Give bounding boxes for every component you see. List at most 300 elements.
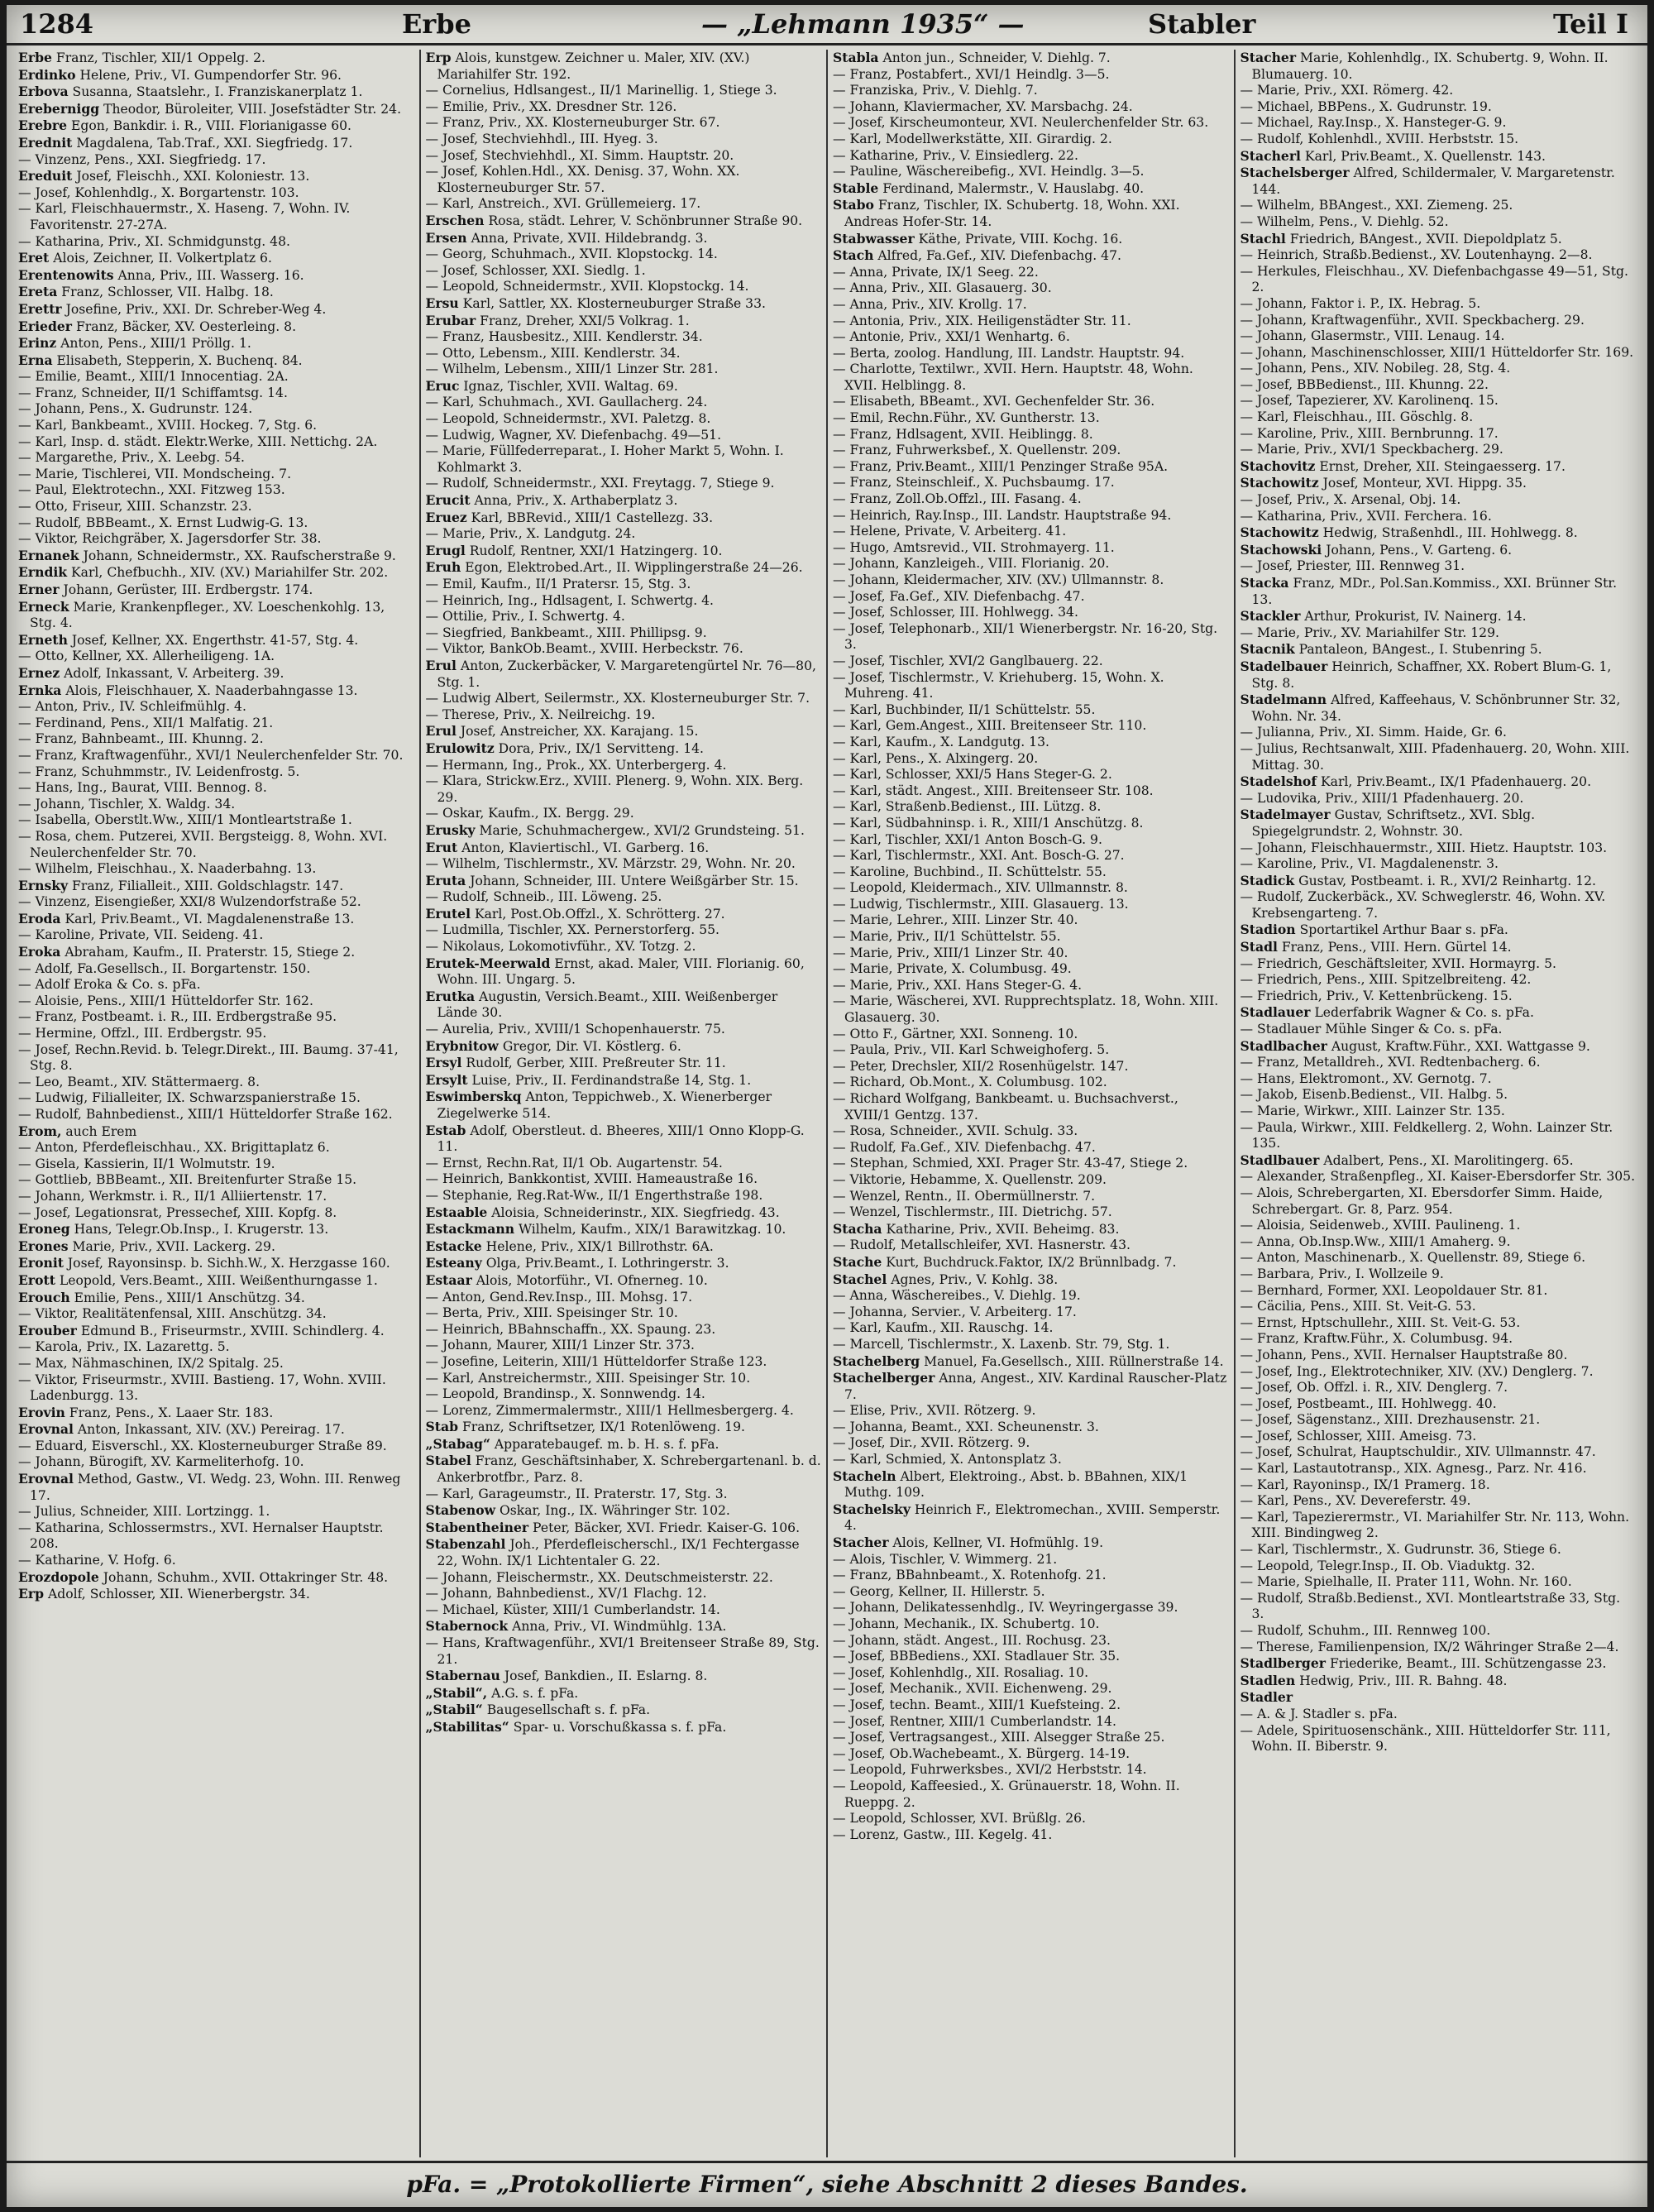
directory-entry: — Hans, Ing., Baurat, VIII. Bennog. 8. [18,780,267,796]
directory-entry: Erp Alois, kunstgew. Zeichner u. Maler, XIV. (XV.) Mariahilfer Str. 192. [425,50,750,82]
directory-entry: — Karoline, Priv., XIII. Bernbrunng. 17. [1240,425,1499,441]
directory-entry: — Josef, Tischlermstr., V. Kriehuberg. 15, Wohn. X. Muhreng. 41. [833,669,1164,701]
directory-entry: — Josef, Kirscheumonteur, XVI. Neulerchenfelder Str. 63. [833,115,1209,131]
directory-entry: Stachowski Johann, Pens., V. Garteng. 6. [1240,541,1513,558]
directory-entry: — Charlotte, Textilwr., XVII. Hern. Hauptstr. 48, Wohn. XVII. Helblingg. 8. [833,361,1193,393]
directory-entry: — Karl, Tischlermstr., X. Gudrunstr. 36, Stiege 6. [1240,1542,1561,1558]
directory-entry: — Anton, Gend.Rev.Insp., III. Mohsg. 17. [425,1289,693,1305]
directory-entry: — Anna, Priv., XII. Glasauerg. 30. [833,280,1052,296]
directory-entry: — Wilhelm, Fleischhau., X. Naaderbahng. 13. [18,861,317,877]
directory-entry: — Leopold, Telegr.Insp., II. Ob. Viaduktg. 32. [1240,1558,1536,1573]
column-1 [13,50,421,2157]
directory-entry: Stachowitz Hedwig, Straßenhdl., III. Hohlwegg. 8. [1240,524,1578,541]
directory-entry: Ersen Anna, Private, XVII. Hildebrandg. 3. [425,229,708,246]
directory-entry: Eronit Josef, Rayonsinsp. b. Sichh.W., X. Herzgasse 160. [18,1255,390,1271]
page-header [7,5,1647,45]
directory-entry: — Karl, Bankbeamt., XVIII. Hockeg. 7, Stg. 6. [18,418,318,433]
directory-entry: — Josef, Stechviehhdl., III. Hyeg. 3. [425,131,658,146]
directory-entry: — Johann, Bürogift, XV. Karmeliterhofg. 10. [18,1454,304,1470]
directory-entry: — Wilhelm, Lebensm., XIII/1 Linzer Str. 281. [425,361,719,377]
column-2 [421,50,829,2157]
directory-entry: — Ernst, Rechn.Rat, II/1 Ob. Augartenstr. 54. [425,1155,723,1171]
directory-entry: Erom, auch Erem [18,1123,137,1139]
directory-entry: Erut Anton, Klaviertischl., VI. Garberg. 16. [425,839,710,855]
directory-entry: — Johanna, Servier., V. Arbeiterg. 17. [833,1304,1077,1319]
directory-entry: — Margarethe, Priv., X. Leebg. 54. [18,450,245,466]
directory-entry: — Johann, Kleidermacher, XIV. (XV.) Ullmannstr. 8. [833,572,1164,587]
directory-entry: Erybnitow Gregor, Dir. VI. Köstlerg. 6. [425,1037,681,1054]
directory-entry: — Elise, Priv., XVII. Rötzerg. 9. [833,1403,1036,1419]
directory-entry: — Aurelia, Priv., XVIII/1 Schopenhauerstr. 75. [425,1022,725,1037]
directory-entry: — Josef, Priester, III. Rennweg 31. [1240,558,1465,574]
directory-entry: — Otto, Kellner, XX. Allerheiligeng. 1A. [18,649,275,664]
directory-entry: — Franz, Steinschleif., X. Puchsbaumg. 17. [833,475,1115,491]
directory-entry: — Franz, Schuhmmstr., IV. Leidenfrostg. 5. [18,764,300,779]
directory-entry: Eruta Johann, Schneider, III. Untere Weißgärber Str. 15. [425,872,799,888]
directory-entry: Stachovitz Ernst, Dreher, XII. Steingaesserg. 17. [1240,457,1566,474]
directory-entry: — Marie, Lehrer., XIII. Linzer Str. 40. [833,912,1078,928]
directory-entry: — Johann, Mechanik., IX. Schubertg. 10. [833,1616,1100,1631]
directory-entry: — Alois, Tischler, V. Wimmerg. 21. [833,1551,1058,1567]
directory-entry: Stabwasser Käthe, Private, VIII. Kochg. 16. [833,230,1123,247]
directory-entry: — Josef, techn. Beamt., XIII/1 Kuefsteing. 2. [833,1697,1121,1712]
directory-entry: Erozdopole Johann, Schuhm., XVII. Ottakringer Str. 48. [18,1568,389,1585]
directory-entry: — Karl, Kaufm., XII. Rauschg. 14. [833,1320,1054,1336]
directory-entry: — Franziska, Priv., V. Diehlg. 7. [833,83,1038,98]
directory-entry: Stadelmann Alfred, Kaffeehaus, V. Schönbrunner Str. 32, Wohn. Nr. 34. [1240,692,1621,724]
directory-entry: — Julianna, Priv., XI. Simm. Haide, Gr. 6. [1240,725,1508,740]
directory-entry: — Rudolf, Kohlenhdl., XVIII. Herbststr. 15. [1240,131,1519,146]
directory-entry: Stadlbauer Adalbert, Pens., XI. Marolitingerg. 65. [1240,1151,1574,1168]
directory-entry: — Johann, Pens., X. Gudrunstr. 124. [18,401,253,417]
directory-entry: — Franz, Hdlsagent, XVII. Heiblingg. 8. [833,426,1093,442]
first-keyword: Erbe [402,8,471,40]
directory-entry: Erutek-Meerwald Ernst, akad. Maler, VIII. Florianig. 60, Wohn. III. Ungarg. 5. [425,955,805,988]
directory-entry: — Karl, Insp. d. städt. Elektr.Werke, XIII. Nettichg. 2A. [18,433,378,449]
directory-entry: Erusky Marie, Schuhmachergew., XVI/2 Grundsteing. 51. [425,821,805,838]
directory-entry: — Karl, Garageumstr., II. Praterstr. 17, Stg. 3. [425,1486,728,1501]
directory-entry: — Helene, Private, V. Arbeiterg. 41. [833,524,1067,539]
directory-entry: — Franz, Priv., XX. Klosterneuburger Str. 67. [425,115,720,131]
directory-entry: — Cäcilia, Pens., XIII. St. Veit-G. 53. [1240,1299,1476,1314]
directory-entry: Erebernigg Theodor, Büroleiter, VIII. Josefstädter Str. 24. [18,100,402,117]
directory-entry: Stadick Gustav, Postbeamt. i. R., XVI/2 Reinhartg. 12. [1240,872,1597,888]
directory-entry: — Bernhard, Former, XXI. Leopoldauer Str. 81. [1240,1282,1548,1298]
directory-entry: — Karoline, Private, VII. Seideng. 41. [18,927,264,943]
directory-entry: — Johann, Bahnbedienst., XV/1 Flachg. 12. [425,1586,707,1602]
directory-page [7,5,1647,2207]
directory-entry: — Franz, Kraftwagenführ., XVI/1 Neulerchenfelder Str. 70. [18,747,404,763]
directory-entry: — Wilhelm, Tischlermstr., XV. Märzstr. 29, Wohn. Nr. 20. [425,856,796,872]
directory-entry: — Karl, Tapezierermstr., VI. Mariahilfer Str. Nr. 113, Wohn. XIII. Bindingweg 2. [1240,1509,1630,1541]
last-keyword: Stabler [1148,8,1256,40]
directory-entry: — Karl, Buchbinder, II/1 Schüttelstr. 55. [833,701,1096,717]
directory-entry: — Therese, Familienpension, IX/2 Währinger Straße 2—4. [1240,1639,1619,1654]
directory-entry: — Marie, Priv., X. Landgutg. 24. [425,526,636,542]
directory-entry: — Marie, Wäscherei, XVI. Rupprechtsplatz. 18, Wohn. XIII. Glasauerg. 30. [833,993,1219,1026]
directory-entry: — Wenzel, Tischlermstr., III. Dietrichg. 57. [833,1204,1112,1220]
directory-entry: — Rudolf, Fa.Gef., XIV. Diefenbachg. 47. [833,1139,1096,1155]
directory-entry: — Emil, Kaufm., II/1 Pratersr. 15, Stg. 3. [425,577,691,591]
directory-entry: — Peter, Drechsler, XII/2 Rosenhügelstr. 147. [833,1058,1129,1074]
directory-entry: — Marie, Priv., XXI. Römerg. 42. [1240,83,1454,98]
directory-entry: — Karl, Kaufm., X. Landgutg. 13. [833,734,1049,749]
directory-entry: — Rosa, Schneider., XVII. Schulg. 33. [833,1123,1078,1139]
directory-entry: Erutel Karl, Post.Ob.Offzl., X. Schrötterg. 27. [425,905,725,922]
directory-entry: Stacher Alois, Kellner, VI. Hofmühlg. 19. [833,1535,1104,1551]
directory-entry: Ersu Karl, Sattler, XX. Klosterneuburger Straße 33. [425,294,766,311]
directory-entry: — Jakob, Eisenb.Bedienst., VII. Halbg. 5. [1240,1087,1508,1103]
directory-entry: — Johann, Fleischermstr., XX. Deutschmeisterstr. 22. [425,1569,773,1585]
directory-entry: — Marcell, Tischlermstr., X. Laxenb. Str. 79, Stg. 1. [833,1336,1170,1352]
directory-entry: — Marie, Priv., II/1 Schüttelstr. 55. [833,929,1061,945]
directory-entry: — Katharina, Priv., XVII. Ferchera. 16. [1240,508,1492,524]
directory-entry: — Franz, Fuhrwerksbef., X. Quellenstr. 209. [833,443,1121,458]
directory-entry: — Ferdinand, Pens., XII/1 Malfatig. 21. [18,715,274,730]
directory-entry: Stache Kurt, Buchdruck.Faktor, IX/2 Brünnlbadg. 7. [833,1253,1177,1270]
directory-entry: — Josef, Kohlen.Hdl., XX. Denisg. 37, Wohn. XX. Klosterneuburger Str. 57. [425,164,740,195]
directory-entry: Erott Leopold, Vers.Beamt., XIII. Weißenthurngasse 1. [18,1271,378,1288]
directory-entry: — Josef, Tapezierer, XV. Karolinenq. 15. [1240,393,1499,409]
directory-entry: — Franz, Metalldreh., XVI. Redtenbacherg. 6. [1240,1055,1541,1070]
directory-entry: Erubar Franz, Dreher, XXI/5 Volkrag. 1. [425,312,690,328]
directory-entry: — Berta, zoolog. Handlung, III. Landstr. Hauptstr. 94. [833,345,1185,361]
directory-entry: — Johann, Maurer, XIII/1 Linzer Str. 373. [425,1338,695,1353]
directory-entry: — Karl, Pens., XV. Devereferstr. 49. [1240,1493,1471,1509]
directory-entry: — Hermann, Ing., Prok., XX. Unterbergerg. 4. [425,757,727,773]
directory-entry: — Otto, Lebensm., XIII. Kendlerstr. 34. [425,345,681,361]
directory-entry: — Richard Wolfgang, Bankbeamt. u. Buchsachverst., XVIII/1 Gentzg. 137. [833,1091,1178,1123]
directory-entry: Estackmann Wilhelm, Kaufm., XIX/1 Barawitzkag. 10. [425,1221,786,1238]
directory-entry: — Marie, Private, X. Columbusg. 49. [833,961,1072,977]
directory-entry: — Katharina, Schlossermstrs., XVI. Hernalser Hauptstr. 208. [18,1520,384,1552]
directory-entry: — Leopold, Fuhrwerksbes., XVI/2 Herbststr. 14. [833,1762,1147,1778]
directory-entry: — Josef, Kohlenhdlg., X. Borgartenstr. 103. [18,184,299,200]
directory-entry: — Anton, Pferdefleischhau., XX. Brigittaplatz 6. [18,1140,330,1156]
directory-entry: — Josef, Mechanik., XVII. Eichenweng. 29. [833,1681,1112,1697]
directory-entry: Stabernau Josef, Bankdien., II. Eslarng. 8. [425,1668,708,1684]
directory-entry: — Leopold, Brandinsp., X. Sonnwendg. 14. [425,1386,705,1402]
directory-entry: — Johann, Glasermstr., VIII. Lenaug. 14. [1240,328,1505,344]
directory-entry: — Viktor, BankOb.Beamt., XVIII. Herbeckstr. 76. [425,641,743,657]
directory-entry: Eroneg Hans, Telegr.Ob.Insp., I. Krugerstr. 13. [18,1221,329,1238]
directory-entry: Erulowitz Dora, Priv., IX/1 Servitteng. 14. [425,740,705,756]
directory-entry: Erneth Josef, Kellner, XX. Engerthstr. 41-57, Stg. 4. [18,631,359,648]
directory-entry: — Eduard, Eisverschl., XX. Klosterneuburger Straße 89. [18,1438,387,1453]
directory-entry: „Stabil“ Baugesellschaft s. f. pFa. [425,1702,651,1718]
directory-entry: — Siegfried, Bankbeamt., XIII. Phillipsg. 9. [425,625,707,640]
directory-entry: Erinz Anton, Pens., XIII/1 Pröllg. 1. [18,335,251,352]
directory-entry: — Josef, BBBediens., XXI. Stadlauer Str. 35. [833,1649,1121,1664]
directory-entry: Erebre Egon, Bankdir. i. R., VIII. Florianigasse 60. [18,117,352,134]
directory-entry: — Karl, Straßenb.Bedienst., III. Lützg. 8. [833,799,1102,815]
directory-entry: Stadelshof Karl, Priv.Beamt., IX/1 Pfadenhauerg. 20. [1240,773,1592,790]
directory-entry: — Franz, Priv.Beamt., XIII/1 Penzinger Straße 95A. [833,458,1169,474]
directory-entry: — Ludwig, Tischlermstr., XIII. Glasauerg. 13. [833,896,1129,912]
directory-entry: — Viktor, Friseurmstr., XVIII. Bastieng. 17, Wohn. XVIII. Ladenburgg. 13. [18,1372,386,1404]
directory-entry: — Hermine, Offzl., III. Erdbergstr. 95. [18,1026,267,1041]
directory-entry: — Johann, städt. Angest., III. Rochusg. 23. [833,1632,1111,1648]
directory-entry: Eroka Abraham, Kaufm., II. Praterstr. 15, Stiege 2. [18,944,356,960]
directory-entry: — Rudolf, Bahnbedienst., XIII/1 Hütteldorfer Straße 162. [18,1107,393,1122]
directory-entry: — Michael, Küster, XIII/1 Cumberlandstr. 14. [425,1602,720,1617]
directory-entry: Stadelbauer Heinrich, Schaffner, XX. Robert Blum-G. 1, Stg. 8. [1240,658,1612,691]
directory-entry: — Paul, Elektrotechn., XXI. Fitzweg 153. [18,482,285,498]
directory-entry: — Johann, Fleischhauermstr., XIII. Hietz. Hauptstr. 103. [1240,840,1608,855]
directory-entry: — Rosa, chem. Putzerei, XVII. Bergsteigg. 8, Wohn. XVI. Neulerchenfelder Str. 70. [18,828,388,860]
directory-entry: — Paula, Wirkwr., XIII. Feldkellerg. 2, Wohn. Lainzer Str. 135. [1240,1119,1613,1151]
directory-entry: — Oskar, Kaufm., IX. Bergg. 29. [425,806,634,821]
directory-entry: — Nikolaus, Lokomotivführ., XV. Totzg. 2. [425,939,696,955]
directory-entry: — Johann, Tischler, X. Waldg. 34. [18,796,236,812]
directory-entry: — Friedrich, Priv., V. Kettenbrückeng. 15. [1240,988,1513,1003]
directory-entry: — Karl, Tischlermstr., XXI. Ant. Bosch-G. 27. [833,848,1125,864]
directory-entry: — Otto, Friseur, XIII. Schanzstr. 23. [18,499,252,515]
directory-entry: — Heinrich, Straßb.Bedienst., XV. Loutenhayng. 2—8. [1240,247,1593,263]
directory-entry: Eroda Karl, Priv.Beamt., VI. Magdalenenstraße 13. [18,910,355,926]
directory-columns [13,50,1641,2157]
directory-entry: — Rudolf, Schuhm., III. Rennweg 100. [1240,1623,1491,1638]
directory-entry: — Katharine, V. Hofg. 6. [18,1553,176,1568]
directory-entry: — Karl, Rayoninsp., IX/1 Pramerg. 18. [1240,1477,1490,1492]
directory-entry: — Anna, Private, IX/1 Seeg. 22. [833,264,1039,280]
directory-entry: — Karola, Priv., IX. Lazarettg. 5. [18,1339,230,1355]
directory-entry: — Josef, Vertragsangest., XIII. Alsegger Straße 25. [833,1730,1165,1745]
directory-entry: — Karl, Schlosser, XXI/5 Hans Steger-G. 2. [833,767,1112,783]
directory-entry: — Aloisia, Seidenweb., XVIII. Paulineng. 1. [1240,1218,1521,1233]
directory-entry: — Karl, Tischler, XXI/1 Anton Bosch-G. 9. [833,831,1102,847]
directory-entry: — Michael, BBPens., X. Gudrunstr. 19. [1240,98,1492,114]
directory-entry: Stabenow Oskar, Ing., IX. Währinger Str. 102. [425,1502,730,1519]
directory-entry: — Leopold, Schneidermstr., XVI. Paletzg. 8. [425,411,711,427]
directory-entry: — Johann, Faktor i. P., IX. Hebrag. 5. [1240,295,1481,311]
directory-entry: — Stephan, Schmied, XXI. Prager Str. 43-47, Stiege 2. [833,1156,1188,1171]
directory-entry: — Emil, Rechn.Führ., XV. Guntherstr. 13. [833,410,1100,426]
directory-entry: — Karl, Lastautotransp., XIX. Agnesg., Parz. Nr. 416. [1240,1461,1587,1477]
directory-entry: — Julius, Rechtsanwalt, XIII. Pfadenhauerg. 20, Wohn. XIII. Mittag. 30. [1240,740,1630,773]
directory-entry: — Rudolf, Zuckerbäck., XV. Schweglerstr. 46, Wohn. XV. Krebsengarteng. 7. [1240,889,1606,921]
directory-entry: — Karoline, Priv., VI. Magdalenenstr. 3. [1240,856,1499,872]
directory-entry: — Josefine, Leiterin, XIII/1 Hütteldorfer Straße 123. [425,1353,767,1369]
part-label: Teil I [1553,8,1628,40]
column-4 [1236,50,1642,2157]
directory-entry: — Josef, Fa.Gef., XIV. Diefenbachg. 47. [833,588,1085,604]
directory-entry: Eswimberskq Anton, Teppichweb., X. Wienerberger Ziegelwerke 514. [425,1089,772,1121]
directory-entry: — Marie, Priv., XIII/1 Linzer Str. 40. [833,945,1068,960]
directory-entry: Stackler Arthur, Prokurist, IV. Nainerg. 14. [1240,608,1527,625]
directory-entry: — Elisabeth, BBeamt., XVI. Gechenfelder Str. 36. [833,394,1155,409]
directory-entry: — Franz, BBahnbeamt., X. Rotenhofg. 21. [833,1568,1107,1583]
page-footer-note: pFa. = „Protokollierte Firmen“, siehe Abschnitt 2 dieses Bandes. [7,2161,1647,2207]
directory-entry: — Franz, Postabfert., XVI/1 Heindlg. 3—5. [833,66,1110,82]
directory-entry: — Ottilie, Priv., I. Schwertg. 4. [425,609,625,625]
directory-entry: — Johann, Werkmstr. i. R., II/1 Alliiertenstr. 17. [18,1188,327,1204]
directory-entry: — Marie, Wirkwr., XIII. Lainzer Str. 135. [1240,1104,1505,1118]
directory-entry: Ersylt Luise, Priv., II. Ferdinandstraße 14, Stg. 1. [425,1071,752,1088]
directory-entry: — Gottlieb, BBBeamt., XII. Breitenfurter Straße 15. [18,1172,357,1188]
directory-entry: — Josef, Legationsrat, Pressechef, XIII. Kopfg. 8. [18,1204,337,1220]
directory-entry: Estaar Alois, Motorführ., VI. Ofnerneg. 10. [425,1271,708,1288]
directory-entry: Erna Elisabeth, Stepperin, X. Buchenq. 84. [18,352,303,368]
directory-entry: — Karoline, Buchbind., II. Schüttelstr. 55. [833,864,1107,879]
directory-entry: Ereduit Josef, Fleischh., XXI. Koloniestr. 13. [18,168,310,184]
directory-entry: — Gisela, Kassierin, II/1 Wolmutstr. 19. [18,1156,275,1171]
directory-entry: Stabel Franz, Geschäftsinhaber, X. Schrebergartenanl. b. d. Ankerbrotfbr., Parz. 8. [425,1453,821,1486]
directory-entry: Stab Franz, Schriftsetzer, IX/1 Rotenlöweng. 19. [425,1419,745,1435]
directory-entry: „Stabilitas“ Spar- u. Vorschußkassa s. f. pFa. [425,1718,727,1735]
directory-entry: Stabo Franz, Tischler, IX. Schubertg. 18, Wohn. XXI. Andreas Hofer-Str. 14. [833,197,1180,229]
directory-entry: Stabentheiner Peter, Bäcker, XVI. Friedr. Kaiser-G. 106. [425,1519,801,1535]
directory-entry: Stadl Franz, Pens., VIII. Hern. Gürtel 14. [1240,939,1512,955]
directory-entry: — Josef, Schlosser, XXI. Siedlg. 1. [425,262,646,278]
directory-entry: — Ludmilla, Tischler, XX. Pernerstorferg. 55. [425,922,720,938]
directory-entry: — Rudolf, Schneidermstr., XXI. Freytagg. 7, Stiege 9. [425,476,775,491]
directory-entry: — Marie, Spielhalle, II. Prater 111, Wohn. Nr. 160. [1240,1574,1572,1590]
directory-entry: — Karl, Südbahninsp. i. R., XIII/1 Anschützg. 8. [833,815,1144,831]
directory-entry: — Wilhelm, Pens., V. Diehlg. 52. [1240,213,1449,229]
directory-entry: — Berta, Priv., XIII. Speisinger Str. 10. [425,1305,678,1321]
directory-entry: — Karl, Gem.Angest., XIII. Breitenseer Str. 110. [833,718,1147,734]
directory-entry: — Marie, Priv., XVI/1 Speckbacherg. 29. [1240,442,1503,457]
directory-entry: Stadlauer Lederfabrik Wagner & Co. s. pFa. [1240,1004,1534,1021]
directory-entry: Stacheln Albert, Elektroing., Abst. b. BBahnen, XIX/1 Muthg. 109. [833,1467,1188,1501]
directory-entry: Erndik Karl, Chefbuchh., XIV. (XV.) Mariahilfer Str. 202. [18,564,389,581]
directory-entry: Erednit Magdalena, Tab.Traf., XXI. Siegfriedg. 17. [18,134,353,151]
directory-entry: — Karl, Pens., X. Alxingerg. 20. [833,750,1039,766]
directory-entry: — Karl, Anstreich., XVI. Grüllemeierg. 17. [425,196,701,212]
directory-entry: — Hans, Elektromont., XV. Gernotg. 7. [1240,1070,1492,1086]
directory-entry: — Rudolf, Metallschleifer, XVI. Hasnerstr. 43. [833,1238,1131,1253]
directory-entry: — Wilhelm, BBAngest., XXI. Ziemeng. 25. [1240,198,1513,213]
directory-entry: — Adele, Spirituosenschänk., XIII. Hütteldorfer Str. 111, Wohn. II. Biberstr. 9. [1240,1722,1611,1755]
directory-entry: Erp Adolf, Schlosser, XII. Wienerbergstr. 34. [18,1586,310,1602]
directory-entry: — Heinrich, Bankkontist, XVIII. Hameaustraße 16. [425,1171,758,1187]
directory-entry: — Josef, Kohlenhdlg., XII. Rosaliag. 10. [833,1664,1089,1680]
page-number: 1284 [20,8,94,40]
directory-entry: — Friedrich, Pens., XIII. Spitzelbreiteng. 42. [1240,972,1532,988]
directory-entry: Estaable Aloisia, Schneiderinstr., XIX. Siegfriedg. 43. [425,1204,780,1220]
directory-entry: Erouber Edmund B., Friseurmstr., XVIII. Schindlerg. 4. [18,1322,385,1338]
directory-entry: Stacka Franz, MDr., Pol.San.Kommiss., XXI. Brünner Str. 13. [1240,575,1618,607]
edition-title: — „Lehmann 1935“ — [701,8,1025,40]
directory-entry: — Barbara, Priv., I. Wollzeile 9. [1240,1266,1444,1281]
directory-entry: — Heinrich, BBahnschaffn., XX. Spaung. 23. [425,1321,716,1337]
directory-entry: — Anna, Wäschereibes., V. Diehlg. 19. [833,1288,1081,1304]
directory-entry: — Marie, Füllfederreparat., I. Hoher Markt 5, Wohn. I. Kohlmarkt 3. [425,443,784,475]
directory-entry: — Wenzel, Rentn., II. Obermüllnerstr. 7. [833,1188,1096,1204]
directory-entry: Erbova Susanna, Staatslehr., I. Franziskanerplatz 1. [18,84,363,100]
directory-entry: — Johann, Kraftwagenführ., XVII. Speckbacherg. 29. [1240,312,1585,328]
directory-entry: Erutka Augustin, Versich.Beamt., XIII. Weißenberger Lände 30. [425,988,778,1021]
directory-entry: — Josef, Sägenstanz., XIII. Drezhausenstr. 21. [1240,1412,1541,1428]
directory-entry: — Marie, Priv., XV. Mariahilfer Str. 129. [1240,625,1499,640]
directory-entry: Erentenowits Anna, Priv., III. Wasserg. 16. [18,266,304,283]
directory-entry: — Franz, Postbeamt. i. R., III. Erdbergstraße 95. [18,1009,337,1025]
directory-entry: Ernka Alois, Fleischhauer, X. Naaderbahngasse 13. [18,682,358,698]
directory-entry: — Leopold, Schneidermstr., XVII. Klopstockg. 14. [425,279,749,294]
directory-entry: — Leopold, Schlosser, XVI. Brüßlg. 26. [833,1811,1086,1827]
directory-entry: Eruc Ignaz, Tischler, XVII. Waltag. 69. [425,377,678,394]
directory-entry: Stach Alfred, Fa.Gef., XIV. Diefenbachg. 47. [833,247,1121,264]
directory-entry: — Heinrich, Ing., Hdlsagent, I. Schwertg. 4. [425,592,714,608]
directory-entry: Erul Anton, Zuckerbäcker, V. Margaretengürtel Nr. 76—80, Stg. 1. [425,657,816,690]
directory-entry: — Josef, Ing., Elektrotechniker, XIV. (XV.) Denglerg. 7. [1240,1363,1594,1379]
directory-entry: „Stabag“ Apparatebaugef. m. b. H. s. f. pFa. [425,1435,719,1452]
directory-entry: Stabenzahl Joh., Pferdefleischerschl., IX/1 Fechtergasse 22, Wohn. IX/1 Lichtentaler G. 22. [425,1536,800,1569]
directory-entry: — Vinzenz, Pens., XXI. Siegfriedg. 17. [18,151,266,167]
directory-entry: Esteany Olga, Priv.Beamt., I. Lothringerstr. 3. [425,1255,729,1271]
directory-entry: Estacke Helene, Priv., XIX/1 Billrothstr. 6A. [425,1238,714,1254]
directory-entry: Stacher Marie, Kohlenhdlg., IX. Schubertg. 9, Wohn. II. Blumauerg. 10. [1240,50,1609,82]
directory-entry: Erovnal Method, Gastw., VI. Wedg. 23, Wohn. III. Renweg 17. [18,1471,401,1503]
directory-entry: — Friedrich, Geschäftsleiter, XVII. Hormayrg. 5. [1240,955,1556,971]
directory-entry: — Josef, Schlosser, III. Hohlwegg. 34. [833,605,1078,620]
directory-entry: — Rudolf, Schneib., III. Löweng. 25. [425,889,662,905]
directory-entry: — Alexander, Straßenpfleg., XI. Kaiser-Ebersdorfer Str. 305. [1240,1169,1636,1185]
directory-entry: — Emilie, Priv., XX. Dresdner Str. 126. [425,98,677,114]
directory-entry: Erieder Franz, Bäcker, XV. Oesterleing. 8. [18,318,297,334]
directory-entry: Eret Alois, Zeichner, II. Volkertplatz 6. [18,250,272,266]
directory-entry: — Johann, Klaviermacher, XV. Marsbachg. 24. [833,98,1133,114]
directory-entry: Eruez Karl, BBRevid., XIII/1 Castellezg. 33. [425,509,714,525]
directory-entry: — Anton, Priv., IV. Schleifmühlg. 4. [18,699,246,715]
directory-entry: — Leopold, Kaffeesied., X. Grünauerstr. 18, Wohn. II. Rueppg. 2. [833,1778,1180,1810]
directory-entry: — Johann, Pens., XVII. Hernalser Hauptstraße 80. [1240,1347,1568,1362]
directory-entry: — Anna, Ob.Insp.Ww., XIII/1 Amaherg. 9. [1240,1233,1511,1249]
directory-entry: — Paula, Priv., VII. Karl Schweighoferg. 5. [833,1042,1110,1058]
directory-entry: Erouch Emilie, Pens., XIII/1 Anschützg. 34. [18,1289,305,1305]
directory-entry: Erovnal Anton, Inkassant, XIV. (XV.) Pereirag. 17. [18,1421,345,1438]
directory-entry: — Johann, Pens., XIV. Nobileg. 28, Stg. 4. [1240,361,1511,376]
directory-entry: — Adolf Eroka & Co. s. pFa. [18,977,201,993]
directory-entry: Ereta Franz, Schlosser, VII. Halbg. 18. [18,284,274,300]
directory-entry: — Josef, Tischler, XVI/2 Ganglbauerg. 22. [833,653,1103,668]
directory-entry: — Richard, Ob.Mont., X. Columbusg. 102. [833,1075,1107,1090]
directory-entry: — Cornelius, Hdlsangest., II/1 Marinellig. 1, Stiege 3. [425,83,777,98]
directory-entry: — Therese, Priv., X. Neilreichg. 19. [425,706,656,722]
directory-entry: — Karl, städt. Angest., XIII. Breitenseer Str. 108. [833,783,1154,798]
directory-entry: — Katharine, Priv., V. Einsiedlerg. 22. [833,147,1078,163]
directory-entry: — Karl, Schuhmach., XVI. Gaullacherg. 24. [425,395,708,410]
directory-entry: Erneck Marie, Krankenpfleger., XV. Loeschenkohlg. 13, Stg. 4. [18,598,385,631]
directory-entry: — Johanna, Beamt., XXI. Scheunenstr. 3. [833,1419,1099,1434]
directory-entry: — Marie, Priv., XXI. Hans Steger-G. 4. [833,977,1083,993]
directory-entry: Stachl Friedrich, BAngest., XVII. Diepoldplatz 5. [1240,230,1562,247]
directory-entry: Ernsky Franz, Filialleit., XIII. Goldschlagstr. 147. [18,877,344,893]
directory-entry: — Klara, Strickw.Erz., XVIII. Plenerg. 9, Wohn. XIX. Berg. 29. [425,773,804,805]
directory-entry: — Rudolf, Straßb.Bedienst., XVI. Montleartstraße 33, Stg. 3. [1240,1590,1621,1622]
directory-entry: Stable Ferdinand, Malermstr., V. Hauslabg. 40. [833,180,1145,196]
directory-entry: — Josef, Dir., XVII. Rötzerg. 9. [833,1435,1030,1451]
directory-entry: Stacha Katharine, Priv., XVII. Beheimg. 83. [833,1220,1120,1237]
directory-entry: Stadler [1240,1689,1293,1706]
directory-entry: Erbe Franz, Tischler, XII/1 Oppelg. 2. [18,50,265,65]
directory-entry: — Aloisie, Pens., XIII/1 Hütteldorfer Str. 162. [18,993,313,1008]
directory-entry: — Anna, Priv., XIV. Krollg. 17. [833,296,1027,312]
directory-entry: — Josef, Schulrat, Hauptschuldir., XIV. Ullmannstr. 47. [1240,1444,1596,1460]
directory-entry: — Karl, Modellwerkstätte, XII. Girardig. 2. [833,131,1112,146]
directory-entry: — Antonie, Priv., XXI/1 Wenhartg. 6. [833,329,1070,345]
directory-entry: Erugl Rudolf, Rentner, XXI/1 Hatzingerg. 10. [425,542,723,558]
directory-entry: — Franz, Bahnbeamt., III. Khunng. 2. [18,731,264,747]
directory-entry: — Josef, Schlosser, XIII. Ameisg. 73. [1240,1428,1477,1444]
directory-entry: — Stadlauer Mühle Singer & Co. s. pFa. [1240,1022,1503,1037]
directory-entry: — Michael, Ray.Insp., X. Hansteger-G. 9. [1240,115,1507,131]
directory-entry: — Antonia, Priv., XIX. Heiligenstädter Str. 11. [833,313,1131,328]
directory-entry: Ernanek Johann, Schneidermstr., XX. Raufscherstraße 9. [18,547,396,563]
directory-entry: Stachelberg Manuel, Fa.Gesellsch., XIII. Rüllnerstraße 14. [833,1353,1224,1369]
directory-entry: — Julius, Schneider, XIII. Lortzingg. 1. [18,1504,270,1520]
